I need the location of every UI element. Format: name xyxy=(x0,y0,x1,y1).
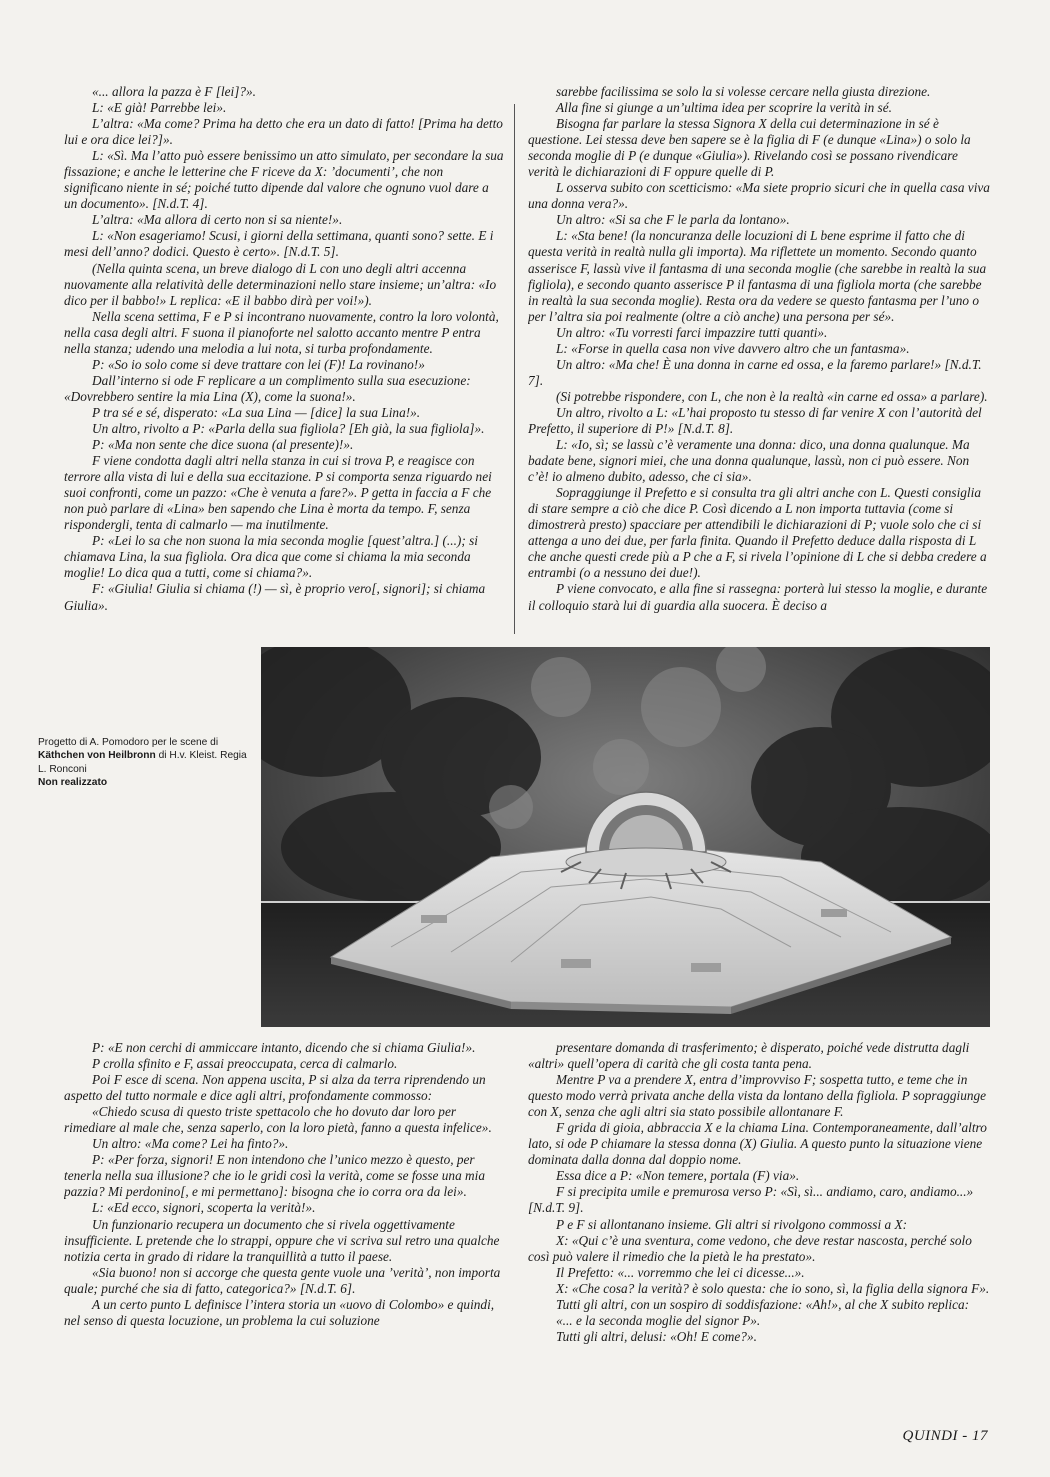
paragraph: L’altra: «Ma come? Prima ha detto che era un dato di fatto! [Prima ha detto lui e ora dice lei?]». xyxy=(64,116,503,148)
article-column-top-right xyxy=(528,84,990,640)
paragraph: Poi F esce di scena. Non appena uscita, P si alza da terra riprendendo un aspetto del tutto normale e dice agli altri, profondamente commosso: xyxy=(64,1072,486,1104)
paragraph: F viene condotta dagli altri nella stanza in cui si trova P, e reagisce con terrore alla vista di lui e della sua eccitazione. P si comporta senza riguardo nei suoi confronti, come un pazzo: «Che è venuta a fare?». P getta in faccia a F che non può parlare di «Lina» ben sapendo che Lina è morta da tempo. F, senza rispondergli, tenta di calmarlo — ma inutilmente. xyxy=(64,453,492,533)
paragraph: «... allora la pazza è F [lei]?». xyxy=(92,84,256,99)
paragraph: «Chiedo scusa di questo triste spettacolo che ho dovuto dar loro per rimediare al male che, senza saperlo, con la loro pietà, fanno a questa infelice». xyxy=(64,1104,492,1136)
paragraph: Un altro: «Si sa che F le parla da lontano». xyxy=(556,212,790,228)
paragraph: (Si potrebbe rispondere, con L, che non è la realtà «in carne ed ossa» a parlare). xyxy=(556,388,988,404)
paragraph: Tutti gli altri, delusi: «Oh! E come?». xyxy=(556,1328,757,1344)
paragraph: Essa dice a P: «Non temere, portala (F) via». xyxy=(556,1168,800,1184)
paragraph: Dall’interno si ode F replicare a un complimento sulla sua esecuzione: «Dovrebbero sentire la mia Lina (X), come la suona!». xyxy=(64,372,471,404)
paragraph: «Sia buono! non si accorge che questa gente vuole una ’verità’, non importa quale; purché che sia di fatto, categorica?» [N.d.T. 6]. xyxy=(64,1264,501,1296)
paragraph: P: «Lei lo sa che non suona la mia seconda moglie [quest’altra.] (...); si chiamava Lina, la sua figliola. Ora dica que come si chiama la mia seconda moglie! Lo dica qua a tutti, come si chiama?». xyxy=(64,533,478,581)
paragraph: sarebbe facilissima se solo la si volesse cercare nella giusta direzione. xyxy=(556,84,931,99)
article-column-bottom-left xyxy=(64,1040,504,1422)
paragraph: «... e la seconda moglie del signor P». xyxy=(556,1312,761,1328)
paragraph: Alla fine si giunge a un’ultima idea per scoprire la verità in sé. xyxy=(556,100,892,116)
article-column-bottom-right xyxy=(528,1040,990,1385)
paragraph: L: «Io, sì; se lassù c’è veramente una donna: dico, una donna qualunque. Ma badate bene, signori miei, che una donna qualunque, lassù, non ci può essere. Non c’è! io almeno dubito, adesso, che ci sia». xyxy=(528,437,970,485)
caption-title: Käthchen von Heilbronn xyxy=(38,750,156,762)
caption-note: Non realizzato xyxy=(38,777,108,789)
caption-line-1: Progetto di A. Pomodoro per le scene di xyxy=(38,737,219,748)
paragraph: L: «E già! Parrebbe lei». xyxy=(92,100,227,116)
paragraph: L: «Sì. Ma l’atto può essere benissimo un atto simulato, per secondare la sua fissazione; e anche le letterine che F riceve da X: ’documenti’, che non significano niente in sé; poiché tutto dipende dal valore che ognuno vuol dare a un documento». [N.d.T. 4]. xyxy=(64,148,504,212)
paragraph: Nella scena settima, F e P si incontrano nuovamente, contro la loro volontà, nella casa degli altri. F suona il pianoforte nel salotto accanto mentre P entra nella stanza; udendo una melodia a lui nota, si turba profondamente. xyxy=(64,308,499,356)
page-footer: QUINDI - 17 xyxy=(902,1428,988,1444)
paragraph: P tra sé e sé, disperato: «La sua Lina — [dice] la sua Lina!». xyxy=(92,404,421,420)
paragraph: Tutti gli altri, con un sospiro di soddisfazione: «Ah!», al che X subito replica: xyxy=(556,1296,970,1312)
paragraph: L: «Sta bene! (la noncuranza delle locuzioni di L bene esprime il fatto che di questa verità in realtà nulla gli importa). Ma riflettete un momento. Secondo quanto asserisce F, lassù vive il fantasma di una seconda moglie (che sarebbe in realtà la sua figliola), e secondo quanto asserisce P il fantasma di una figliola morta (che sarebbe in realtà la sua seconda moglie). Resta ora da vedere se questo fantasma per l’uno o per l’altra sia poi realmente (oltre a ciò anche) una persona per sé». xyxy=(528,228,987,324)
paragraph: Un altro: «Ma come? Lei ha finto?». xyxy=(92,1136,289,1152)
caption-line-2: di H.v. Kleist. Regia L. Ronconi xyxy=(38,750,247,775)
paragraph: Un altro: «Tu vorresti farci impazzire tutti quanti». xyxy=(556,324,828,340)
paragraph: (Nella quinta scena, un breve dialogo di L con uno degli altri accenna nuovamente alla relatività delle determinazioni nello stare insieme; un’altra: «Io dico per il babbo!» L replica: «E il babbo dirà per voi!»). xyxy=(64,260,497,308)
paragraph: X: «Qui c’è una sventura, come vedono, che deve restar nascosta, perché solo così può valere il rimedio che la pietà le ha prestato». xyxy=(528,1232,972,1264)
paragraph: Un altro, rivolto a L: «L’hai proposto tu stesso di far venire X con l’autorità del Prefetto, il superiore di P!» [N.d.T. 8]. xyxy=(528,404,982,436)
paragraph: P: «Ma non sente che dice suona (al presente)!». xyxy=(92,437,354,453)
stage-model-photo xyxy=(261,647,990,1027)
paragraph: Un funzionario recupera un documento che si rivela oggettivamente insufficiente. L pretende che lo strappi, oppure che vi scriva sul retro una qualche notizia certa in grado di ridare la tranquillità a tutto il paese. xyxy=(64,1216,500,1264)
paragraph: L: «Ed ecco, signori, scoperta la verità!». xyxy=(92,1200,316,1216)
paragraph: Bisogna far parlare la stessa Signora X della cui determinazione in sé è questione. Lei stessa deve ben sapere se è la figlia di F (e dunque «Lina») o solo la seconda moglie di P (e dunque «Giulia»). Rivelando così se possano rivendicare verità le dichiarazioni di F oppure quelle di P. xyxy=(528,116,971,180)
paragraph: P: «Per forza, signori! E non intendono che l’unico mezzo è questo, per tenerla nella sua illusione? che io le gridi così la verità, come se fosse una mia pazzia? Mi perdonino[, e mi permettano]: bisogna che io corra ora da lei». xyxy=(64,1152,486,1200)
stage-model-illustration xyxy=(261,647,990,1027)
article-column-top-left xyxy=(64,84,504,640)
paragraph: A un certo punto L definisce l’intera storia un «uovo di Colombo» e quindi, nel senso di questa locuzione, un problema la cui soluzione xyxy=(64,1296,495,1328)
paragraph: P: «E non cerchi di ammiccare intanto, dicendo che si chiama Giulia!». xyxy=(92,1040,476,1055)
paragraph: L osserva subito con scetticismo: «Ma siete proprio sicuri che in quella casa viva una donna vera?». xyxy=(528,180,990,212)
paragraph: P e F si allontanano insieme. Gli altri si rivolgono commossi a X: xyxy=(556,1216,907,1232)
paragraph: P crolla sfinito e F, assai preoccupata, cerca di calmarlo. xyxy=(92,1056,398,1072)
paragraph: Mentre P va a prendere X, entra d’improvviso F; sospetta tutto, e teme che in questo modo verrà privata anche della vista da lontano della figliola. P sopraggiunge con X, senza che agli altri sia stato possibile allontanare F. xyxy=(528,1072,987,1120)
paragraph: Un altro: «Ma che! È una donna in carne ed ossa, e la faremo parlare!» [N.d.T. 7]. xyxy=(528,356,982,388)
paragraph: P viene convocato, e alla fine si rassegna: porterà lui stesso la moglie, e durante il colloquio starà lui di guardia alla suocera. È deciso a xyxy=(528,581,988,613)
paragraph: L: «Non esageriamo! Scusi, i giorni della settimana, quanti sono? sette. E i mesi dell’anno? dodici. Questo è certo». [N.d.T. 5]. xyxy=(64,228,494,260)
paragraph: F si precipita umile e premurosa verso P: «Sì, sì... andiamo, caro, andiamo...» [N.d.T. 9]. xyxy=(528,1184,974,1216)
paragraph: Il Prefetto: «... vorremmo che lei ci dicesse...». xyxy=(556,1264,805,1280)
paragraph: F: «Giulia! Giulia si chiama (!) — sì, è proprio vero[, signori]; si chiama Giulia». xyxy=(64,581,486,613)
paragraph: P: «So io solo come si deve trattare con lei (F)! La rovinano!» xyxy=(92,356,425,372)
paragraph: L: «Forse in quella casa non vive davvero altro che un fantasma». xyxy=(556,340,910,356)
paragraph: Un altro, rivolto a P: «Parla della sua figliola? [Eh già, la sua figliola]». xyxy=(92,420,485,436)
photo-caption xyxy=(38,736,256,790)
paragraph: presentare domanda di trasferimento; è disperato, poiché vede distrutta dagli «altri» quell’opera di carità che gli costa tanta pena. xyxy=(528,1040,970,1072)
column-divider xyxy=(514,104,515,634)
paragraph: Sopraggiunge il Prefetto e si consulta tra gli altri anche con L. Questi consiglia di stare sempre a ciò che dice P. Così dicendo a L non importa tuttavia (come si dimostrerà presto) spacciare per attendibili le dichiarazioni di P; vuole solo che ci si attenga a uno dei due, per farla finita. Quando il Prefetto deduce dalla risposta di L che anche questi crede più a P che a F, si rivela l’opinione di L che si debba credere a entrambi (o a nessuno dei due!). xyxy=(528,485,987,581)
paragraph: F grida di gioia, abbraccia X e la chiama Lina. Contemporaneamente, dall’altro lato, si ode P chiamare la stessa donna (X) Giulia. A questo punto la situazione viene dominata dalla donna dal doppio nome. xyxy=(528,1120,987,1168)
paragraph: L’altra: «Ma allora di certo non si sa niente!». xyxy=(92,212,343,228)
paragraph: X: «Che cosa? la verità? è solo questa: che io sono, sì, la figlia della signora F». xyxy=(556,1280,990,1296)
